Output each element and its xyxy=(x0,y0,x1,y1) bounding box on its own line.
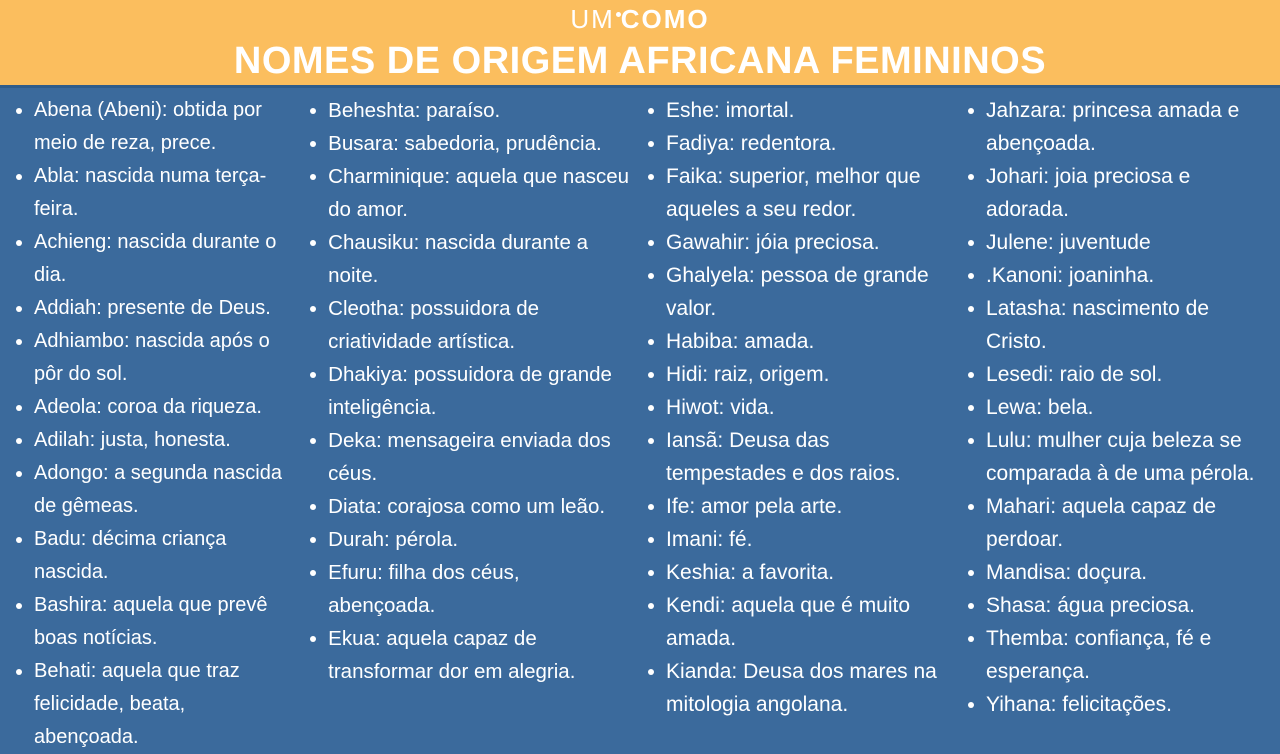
list-item: Keshia: a favorita. xyxy=(640,556,952,589)
list-item: Efuru: filha dos céus, abençoada. xyxy=(302,556,632,622)
list-item: Jahzara: princesa amada e abençoada. xyxy=(960,94,1272,160)
list-item: Abla: nascida numa terça-feira. xyxy=(8,160,294,226)
list-item: Beheshta: paraíso. xyxy=(302,94,632,127)
list-item: Iansã: Deusa das tempestades e dos raios. xyxy=(640,424,952,490)
list-item: Durah: pérola. xyxy=(302,523,632,556)
list-item: Charminique: aquela que nasceu do amor. xyxy=(302,160,632,226)
list-item: Habiba: amada. xyxy=(640,325,952,358)
list-item: Lulu: mulher cuja beleza se comparada à de uma pérola. xyxy=(960,424,1272,490)
list-item: Adeola: coroa da riqueza. xyxy=(8,391,294,424)
list-item: Addiah: presente de Deus. xyxy=(8,292,294,325)
list-item: Diata: corajosa como um leão. xyxy=(302,490,632,523)
list-item: Imani: fé. xyxy=(640,523,952,556)
name-list-columns xyxy=(0,88,1280,748)
name-list-2 xyxy=(302,94,632,688)
page-header xyxy=(0,0,1280,88)
list-item: Ghalyela: pessoa de grande valor. xyxy=(640,259,952,325)
column-3 xyxy=(636,94,956,717)
column-1 xyxy=(4,94,298,748)
list-item: Adhiambo: nascida após o pôr do sol. xyxy=(8,325,294,391)
list-item: Mandisa: doçura. xyxy=(960,556,1272,589)
list-item: Bashira: aquela que prevê boas notícias. xyxy=(8,589,294,655)
list-item: Hiwot: vida. xyxy=(640,391,952,424)
list-item: Badu: décima criança nascida. xyxy=(8,523,294,589)
list-item: Yihana: felicitações. xyxy=(960,688,1272,721)
list-item: Themba: confiança, fé e esperança. xyxy=(960,622,1272,688)
list-item: Dhakiya: possuidora de grande inteligência. xyxy=(302,358,632,424)
brand-logo xyxy=(0,6,1280,36)
list-item: Adongo: a segunda nascida de gêmeas. xyxy=(8,457,294,523)
list-item: .Kanoni: joaninha. xyxy=(960,259,1272,292)
list-item: Eshe: imortal. xyxy=(640,94,952,127)
list-item: Busara: sabedoria, prudência. xyxy=(302,127,632,160)
list-item: Adilah: justa, honesta. xyxy=(8,424,294,457)
list-item: Abena (Abeni): obtida por meio de reza, prece. xyxy=(8,94,294,160)
brand-logo-first: UM xyxy=(570,4,615,34)
list-item: Deka: mensageira enviada dos céus. xyxy=(302,424,632,490)
list-item: Faika: superior, melhor que aqueles a seu redor. xyxy=(640,160,952,226)
list-item: Gawahir: jóia preciosa. xyxy=(640,226,952,259)
list-item: Mahari: aquela capaz de perdoar. xyxy=(960,490,1272,556)
list-item: Chausiku: nascida durante a noite. xyxy=(302,226,632,292)
list-item: Fadiya: redentora. xyxy=(640,127,952,160)
list-item: Achieng: nascida durante o dia. xyxy=(8,226,294,292)
name-list-1 xyxy=(8,94,294,754)
list-item: Lewa: bela. xyxy=(960,391,1272,424)
column-4 xyxy=(956,94,1276,717)
list-item: Ife: amor pela arte. xyxy=(640,490,952,523)
name-list-3 xyxy=(640,94,952,721)
list-item: Kendi: aquela que é muito amada. xyxy=(640,589,952,655)
list-item: Hidi: raiz, origem. xyxy=(640,358,952,391)
list-item: Kianda: Deusa dos mares na mitologia angolana. xyxy=(640,655,952,721)
page-title: NOMES DE ORIGEM AFRICANA FEMININOS xyxy=(233,40,1047,82)
list-item: Behati: aquela que traz felicidade, beata, abençoada. xyxy=(8,655,294,754)
list-item: Cleotha: possuidora de criatividade artística. xyxy=(302,292,632,358)
list-item: Ekua: aquela capaz de transformar dor em alegria. xyxy=(302,622,632,688)
name-list-4 xyxy=(960,94,1272,721)
column-2 xyxy=(298,94,636,717)
list-item: Lesedi: raio de sol. xyxy=(960,358,1272,391)
list-item: Latasha: nascimento de Cristo. xyxy=(960,292,1272,358)
list-item: Shasa: água preciosa. xyxy=(960,589,1272,622)
list-item: Julene: juventude xyxy=(960,226,1272,259)
brand-logo-second: COMO xyxy=(620,4,710,34)
list-item: Johari: joia preciosa e adorada. xyxy=(960,160,1272,226)
